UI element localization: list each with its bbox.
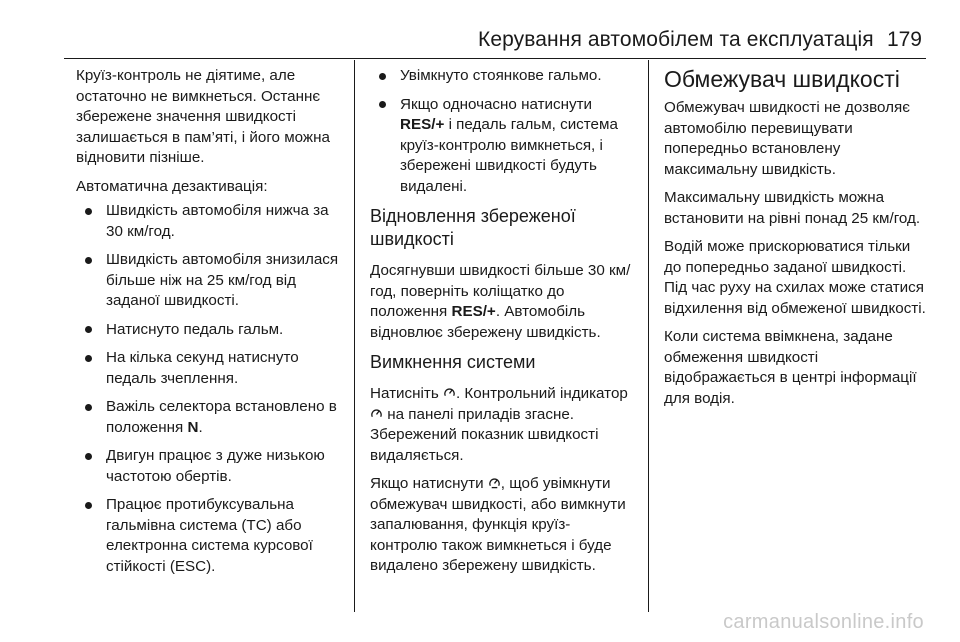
list-item-text: Важіль селектора встановлено в положення (106, 398, 337, 436)
bullet-icon (85, 326, 92, 333)
bullet-icon (379, 73, 386, 80)
text: Натисніть (370, 385, 439, 402)
column-3 (664, 66, 930, 417)
text: на панелі приладів згасне. Збережений показник швидкості видаляється. (370, 405, 599, 464)
paragraph-auto-deactivation: Автоматична дезактивація: (76, 177, 268, 195)
list-item-text: Швидкість автомобіля знизилася більше ніж на 25 км/год від заданої швидкості. (106, 251, 339, 309)
gear-position-n: N (187, 418, 199, 436)
header-rule (64, 58, 926, 59)
watermark: carmanualsonline.info (723, 611, 924, 633)
res-plus-label: RES/+ (400, 116, 445, 133)
res-plus-label: RES/+ (451, 303, 496, 320)
paragraph-cruise-paused: Круїз-контроль не діятиме, але остаточно не вимкнеться. Останнє збережене значення швидкості залишається в пам’яті, і його можна відновити пізніше. (76, 67, 330, 166)
column-1 (76, 66, 346, 585)
paragraph-limiter-4: Коли система ввімкнена, задане обмеження швидкості відображається в центрі інформації для водія. (664, 328, 917, 407)
heading-restore-speed: Відновлення збереженої швидкості (370, 206, 576, 249)
paragraph-restore (370, 261, 634, 343)
column-divider-1 (354, 60, 355, 612)
list-item (76, 201, 346, 242)
heading-switch-off: Вимкнення системи (370, 352, 536, 372)
list-item (76, 397, 346, 438)
list-item-text: Натиснуто педаль гальм. (106, 320, 284, 338)
paragraph-limiter-switch (370, 474, 634, 577)
bullet-icon (85, 355, 92, 362)
list-item (370, 66, 634, 87)
list-item-text: Швидкість автомобіля нижча за 30 км/год. (106, 202, 329, 240)
paragraph-limiter-1: Обмежувач швидкості не дозволяє автомобілю перевищувати попередньо встановлену максимальну швидкість. (664, 99, 910, 178)
list-item (76, 348, 346, 389)
list-item-text: Працює протибуксувальна гальмівна система (TC) або електронна система курсової стійкості (ESC). (106, 496, 313, 575)
bullet-icon (85, 502, 92, 509)
deactivation-list (76, 201, 346, 577)
paragraph-limiter-3: Водій може прискорюватися тільки до попередньо заданої швидкості. Під час руху на схилах може статися відхилення від обмеженої швидкості. (664, 238, 926, 317)
bullet-icon (85, 404, 92, 411)
list-item (370, 95, 634, 198)
heading-speed-limiter: Обмежувач швидкості (664, 66, 900, 92)
list-item-text: і педаль гальм, система круїз-контролю вимкнеться, і збережені швидкості будуть видалені. (400, 116, 618, 195)
bullet-icon (379, 101, 386, 108)
paragraph-switch-off (370, 384, 634, 466)
list-item (76, 250, 346, 312)
list-item-text: Увімкнуто стоянкове гальмо. (400, 67, 602, 84)
column-divider-2 (648, 60, 649, 612)
list-item-punct: . (198, 418, 203, 436)
list-item (76, 320, 346, 341)
bullet-icon (85, 208, 92, 215)
cruise-control-icon (370, 407, 383, 420)
paragraph-limiter-2: Максимальну швидкість можна встановити на рівні понад 25 км/год. (664, 189, 921, 227)
bullet-icon (85, 453, 92, 460)
column-2 (370, 66, 634, 585)
running-header: Керування автомобілем та експлуатація (478, 28, 874, 51)
text: Якщо натиснути (370, 475, 484, 492)
text: . Контрольний індикатор (455, 385, 628, 402)
list-item (76, 495, 346, 577)
text: , щоб увімкнути обмежувач швидкості, або вимкнути запалювання, функція круїз-контролю також вимкнеться і буде видалено збережену швидкість. (370, 475, 626, 574)
list-item (76, 446, 346, 487)
list-item-text: Двигун працює з дуже низькою частотою обертів. (106, 447, 325, 485)
cruise-control-icon (443, 386, 456, 399)
text: Досягнувши швидкості більше 30 км/год, поверніть коліщатко до положення (370, 262, 631, 320)
list-item-text: На кілька секунд натиснуто педаль зчеплення. (106, 349, 299, 387)
text: . Автомобіль відновлює збережену швидкість. (370, 303, 601, 341)
bullet-icon (85, 257, 92, 264)
list-item-text: Якщо одночасно натиснути (400, 95, 593, 113)
page-number: 179 (886, 28, 922, 51)
deactivation-list-cont (370, 66, 634, 197)
speed-limiter-icon (488, 476, 501, 489)
